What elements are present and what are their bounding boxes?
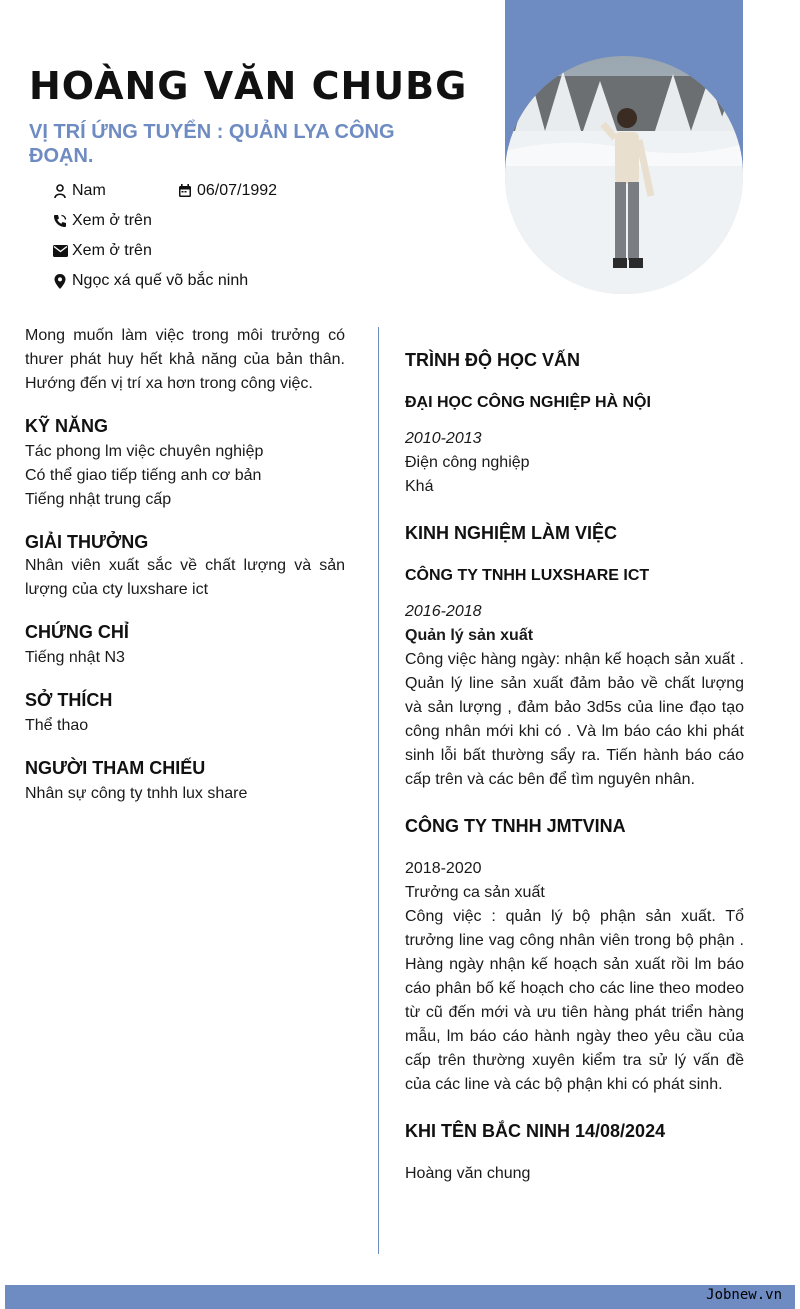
education-major: Điện công nghiệp	[405, 454, 530, 471]
job2-years: 2018-2020	[405, 860, 482, 877]
experience-heading: KINH NGHIỆM LÀM VIỆC	[405, 523, 618, 543]
footer-brand: Jobnew.vn	[706, 1287, 782, 1303]
education-school: ĐẠI HỌC CÔNG NGHIỆP HÀ NỘI	[405, 394, 651, 411]
certificates-text: Tiếng nhật N3	[25, 649, 125, 666]
education-grade: Khá	[405, 478, 434, 495]
certificates-heading: CHỨNG CHỈ	[25, 622, 129, 642]
info-phone	[52, 212, 152, 230]
references-heading: NGƯỜI THAM CHIẾU	[25, 758, 206, 778]
job1-description: Công việc hàng ngày: nhận kế hoạch sản xuất . Quản lý line sản xuất đảm bảo về chất lượng và sản lượng , đảm bảo 3d5s của line đạo tạo công nhân mới khi có . Và lm báo cáo khi phát sinh lỗi bất thường sẩy ra. Tiến hành báo cáo cấp trên và các bên để tìm nguyên nhân.	[405, 651, 744, 788]
skill-item: Tiếng nhật trung cấp	[25, 491, 172, 508]
position-applied: VỊ TRÍ ỨNG TUYỂN : QUẢN LYA CÔNG ĐOẠN.	[29, 121, 395, 167]
person-icon	[52, 183, 68, 199]
hobbies-text: Thể thao	[25, 717, 89, 734]
education-heading: TRÌNH ĐỘ HỌC VẤN	[405, 350, 580, 370]
job2-description: Công việc : quản lý bộ phận sản xuất. Tổ trưởng line vag công nhân viên trong bộ phận . Hàng ngày nhận kế hoạch sản xuất rồi lm báo cáo phân bố kế hoạch cho các line theo modeo từ cũ đến mới và ưu tiên hàng phát triển hàng mẫu, lm báo cáo hành ngày theo yêu cầu của cấp trên thường xuyên kiểm tra sử lý vấn đề của các line và các bộ phận khi có phát sinh.	[405, 908, 744, 1093]
job2-company: CÔNG TY TNHH JMTVINA	[405, 816, 626, 836]
job1-years: 2016-2018	[405, 603, 482, 620]
gender-text: Nam	[72, 182, 106, 199]
awards-heading: GIẢI THƯỞNG	[25, 532, 149, 552]
email-text: Xem ở trên	[72, 242, 152, 259]
column-divider	[378, 327, 379, 1254]
footer-bar	[5, 1285, 795, 1309]
info-birthdate	[177, 182, 277, 200]
references-text: Nhân sự công ty tnhh lux share	[25, 785, 248, 802]
calendar-icon	[177, 183, 193, 199]
left-column	[25, 324, 345, 806]
awards-text: Nhân viên xuất sắc về chất lượng và sản lượng của cty luxshare ict	[25, 557, 345, 598]
candidate-name: HOÀNG VĂN CHUBG	[29, 64, 468, 108]
right-column	[405, 348, 744, 1186]
skills-list	[25, 440, 345, 512]
phone-text: Xem ở trên	[72, 212, 152, 229]
info-address	[52, 272, 248, 290]
envelope-icon	[52, 243, 68, 259]
signature-name: Hoàng văn chung	[405, 1165, 531, 1182]
address-text: Ngọc xá quế võ bắc ninh	[72, 272, 249, 289]
education-years: 2010-2013	[405, 430, 482, 447]
profile-photo	[505, 56, 743, 294]
phone-icon	[52, 213, 68, 229]
birthdate-text: 06/07/1992	[197, 182, 278, 199]
job2-role: Trưởng ca sản xuất	[405, 884, 545, 901]
signature-place-date: KHI TÊN BẮC NINH 14/08/2024	[405, 1121, 666, 1141]
skill-item: Có thể giao tiếp tiếng anh cơ bản	[25, 467, 262, 484]
info-email	[52, 242, 152, 260]
location-pin-icon	[52, 273, 68, 289]
career-objective: Mong muốn làm việc trong môi trưởng có thưer phát huy hết khả năng của bản thân. Hướng đến vị trí xa hơn trong công việc.	[25, 327, 345, 392]
job1-company: CÔNG TY TNHH LUXSHARE ICT	[405, 567, 650, 584]
skill-item: Tác phong lm việc chuyên nghiệp	[25, 443, 264, 460]
hobbies-heading: SỞ THÍCH	[25, 690, 113, 710]
skills-heading: KỸ NĂNG	[25, 416, 109, 436]
job1-role: Quản lý sản xuất	[405, 627, 534, 644]
info-gender	[52, 182, 106, 200]
